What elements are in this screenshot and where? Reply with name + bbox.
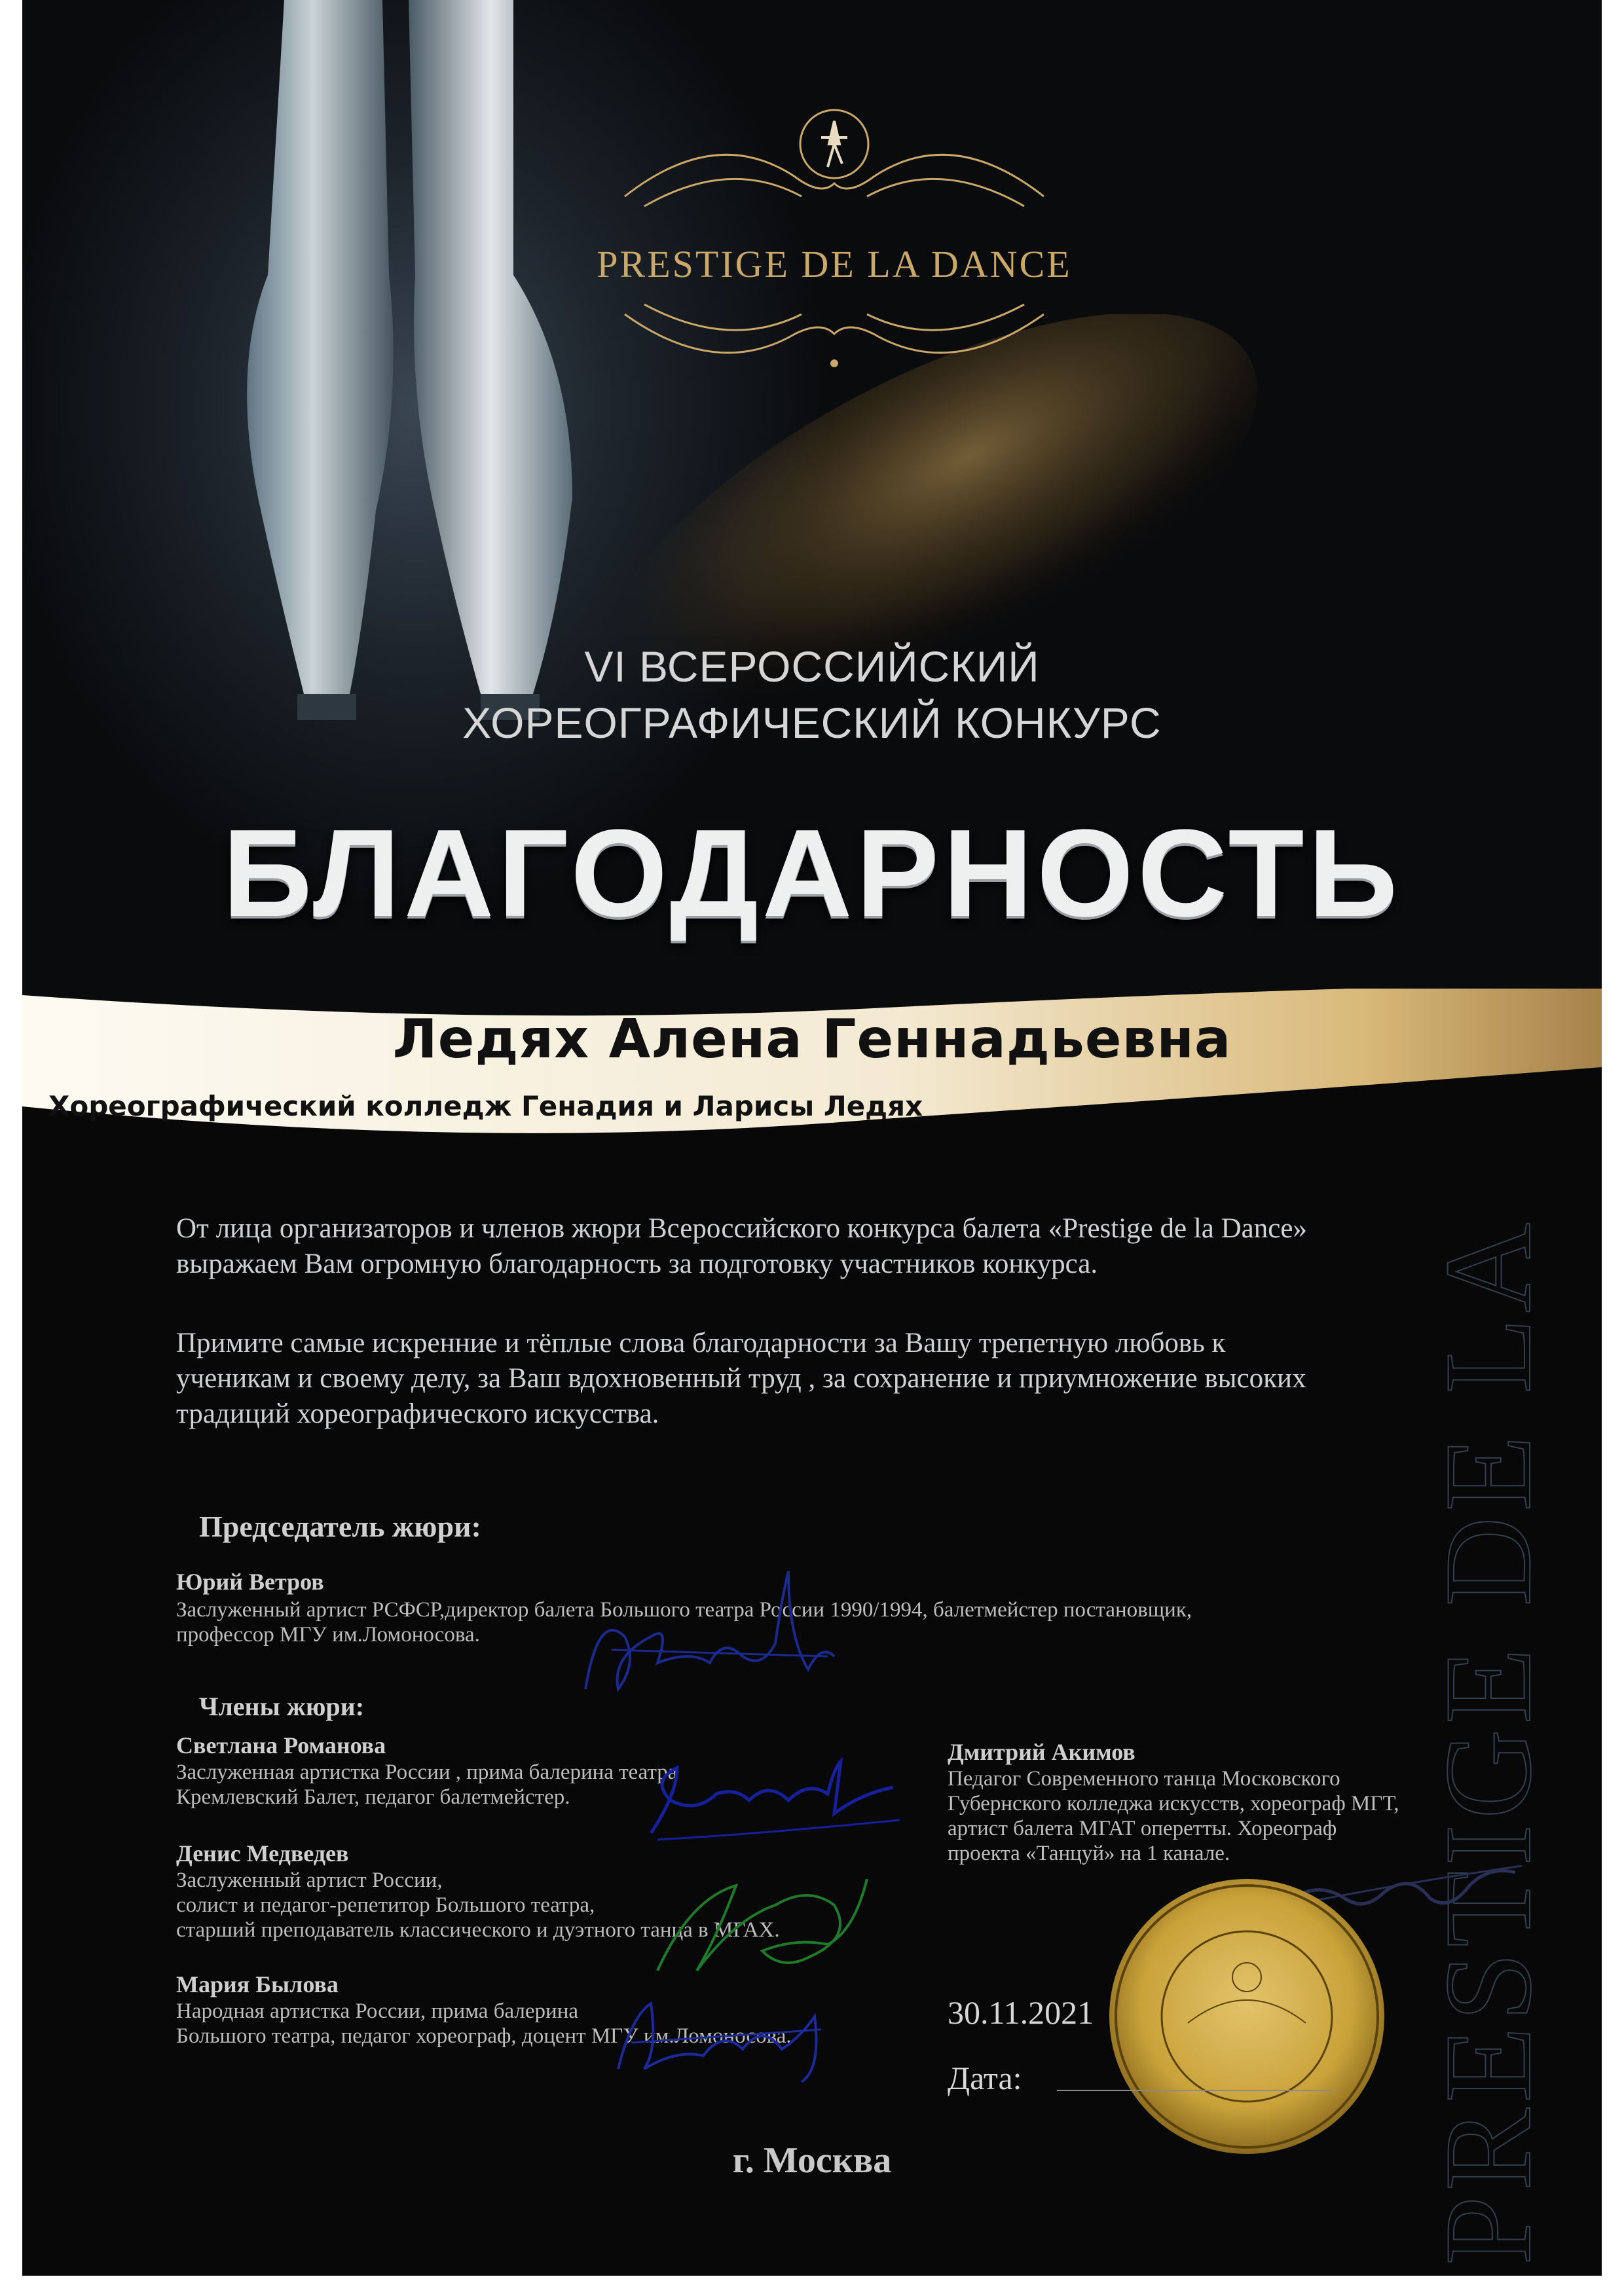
signature-romanova xyxy=(638,1755,913,1859)
jury-members-heading: Члены жюри: xyxy=(199,1692,365,1721)
paragraph-line: Примите самые искренние и тёплые слова благодарности за Вашу трепетную любовь к xyxy=(176,1328,1226,1358)
description-line: Большого театра, педагог хореограф, доцент МГУ им.Ломоносова. xyxy=(176,2024,792,2048)
description-line: профессор МГУ им.Ломоносова. xyxy=(176,1623,480,1647)
description-line: проекта «Танцуй» на 1 канале. xyxy=(948,1842,1230,1865)
member-name: Мария Былова xyxy=(176,1971,339,1997)
date-label: Дата: xyxy=(948,2060,1022,2096)
logo xyxy=(585,0,1083,308)
contest-subtitle xyxy=(22,638,1602,751)
gratitude-paragraph-1 xyxy=(176,1211,1499,1282)
member-description xyxy=(176,1760,677,1810)
paragraph-line: традиций хореографического искусства. xyxy=(176,1398,659,1429)
city: г. Москва xyxy=(732,2140,892,2181)
subtitle-line-2: ХОРЕОГРАФИЧЕСКИЙ КОНКУРС xyxy=(462,699,1162,747)
description-line: солист и педагог-репетитор Большого театра, xyxy=(176,1893,595,1917)
jury-chair-heading: Председатель жюри: xyxy=(199,1510,481,1543)
gratitude-paragraph-2 xyxy=(176,1326,1499,1432)
member-name: Денис Медведев xyxy=(176,1840,349,1867)
description-line: Заслуженная артистка России , прима балерина театра xyxy=(176,1760,678,1784)
description-line: Заслуженный артист РСФСР,директор балета Большого театра России 1990/1994, балетмейстер постановщик, xyxy=(176,1598,1192,1622)
date-underline xyxy=(1057,2090,1332,2091)
paragraph-line: От лица организаторов и членов жюри Всероссийского конкурса балета «Prestige de la Dance» xyxy=(176,1213,1307,1244)
vertical-brand-watermark: PRESTIGE DE LA xyxy=(1420,1217,1557,2265)
certificate-title: БЛАГОДАРНОСТЬ xyxy=(222,804,1402,943)
chair-name: Юрий Ветров xyxy=(176,1569,324,1595)
description-line: Заслуженный артист России, xyxy=(176,1868,443,1892)
recipient-name: Ледях Алена Геннадьевна xyxy=(392,1008,1232,1070)
signature-chair xyxy=(572,1558,847,1715)
description-line: артист балета МГАТ оперетты. Хореограф xyxy=(948,1817,1337,1840)
certificate-sheet xyxy=(22,0,1602,2276)
date-value: 30.11.2021 xyxy=(948,1994,1094,2031)
official-seal-stamp xyxy=(1103,1872,1391,2160)
signature-medvedev xyxy=(638,1859,887,1990)
description-line: Народная артистка России, прима балерина xyxy=(176,1999,578,2023)
subtitle-line-1: VI ВСЕРОССИЙСКИЙ xyxy=(584,642,1040,691)
paragraph-line: ученикам и своему делу, за Ваш вдохновенный труд , за сохранение и приумножение высоких xyxy=(176,1363,1306,1394)
member-name: Дмитрий Акимов xyxy=(948,1739,1135,1765)
member-name: Светлана Романова xyxy=(176,1732,386,1758)
paragraph-line: выражаем Вам огромную благодарность за подготовку участников конкурса. xyxy=(176,1248,1098,1279)
description-line: Педагог Современного танца Московского xyxy=(948,1767,1340,1791)
description-line: Кремлевский Балет, педагог балетмейстер. xyxy=(176,1785,570,1809)
description-line: Губернского колледжа искусств, хореограф МГТ, xyxy=(948,1792,1399,1815)
brand-name: PRESTIGE DE LA DANCE xyxy=(597,243,1072,285)
recipient-organization: Хореографический колледж Генадия и Ларисы Ледях xyxy=(48,1090,923,1122)
description-line: старший преподаватель классического и дуэтного танца в МГАХ. xyxy=(176,1918,780,1942)
signature-bylova xyxy=(605,1977,841,2095)
